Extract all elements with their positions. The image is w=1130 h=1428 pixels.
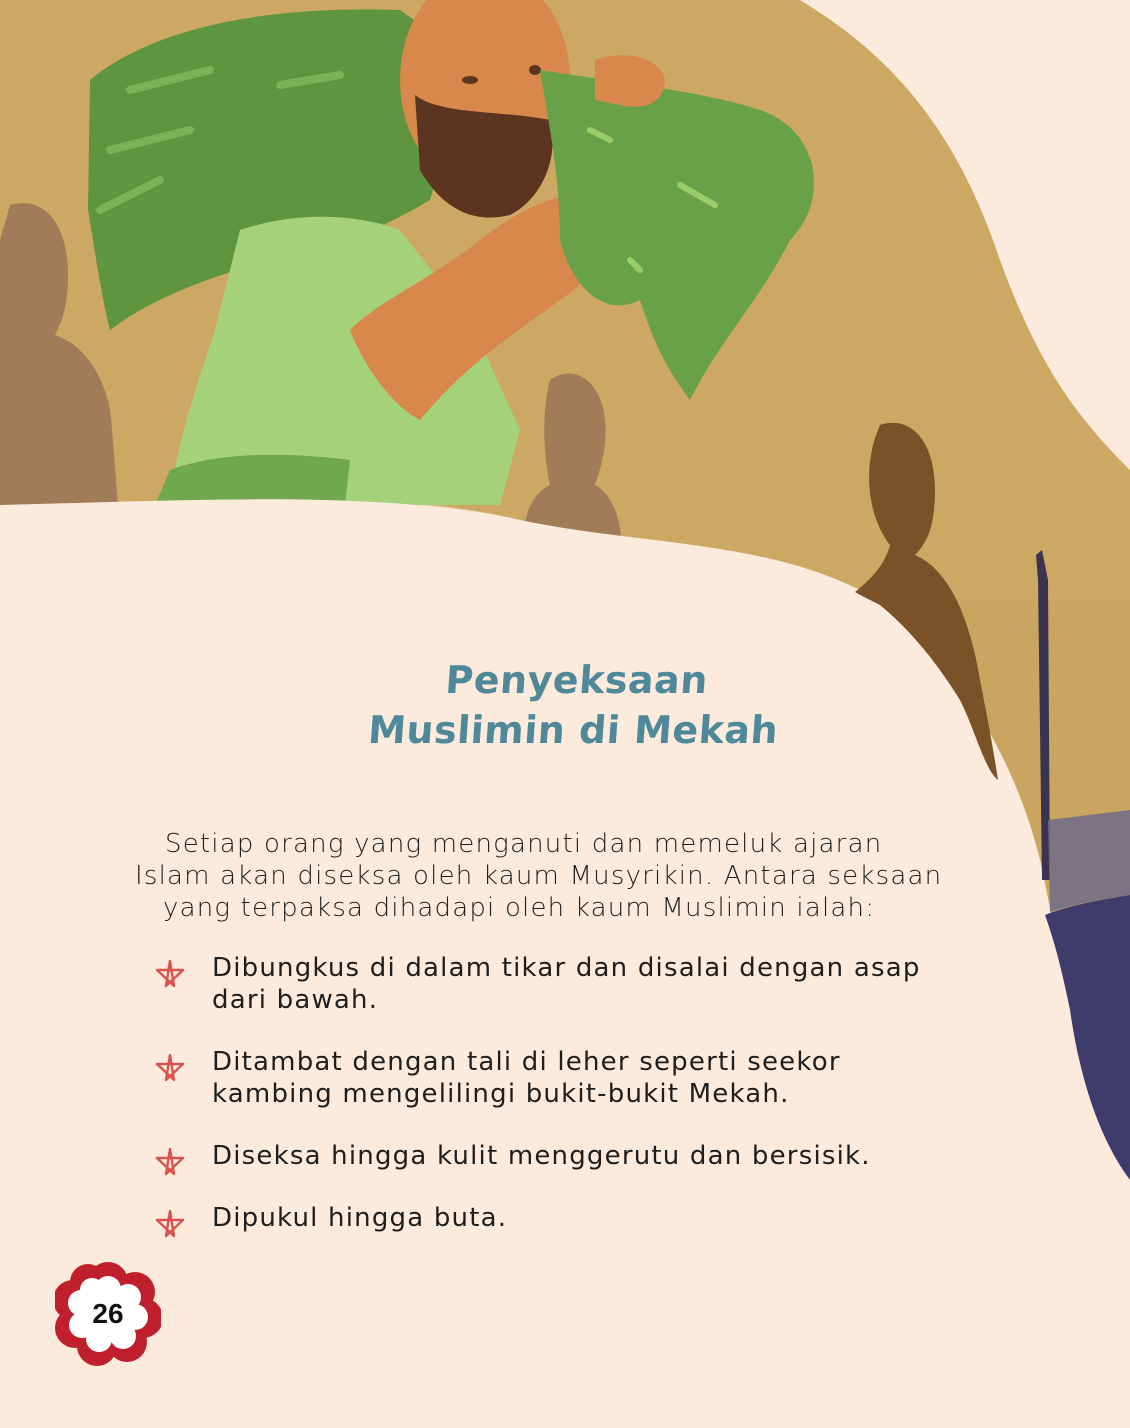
list-item-line: Dipukul hingga buta. (212, 1203, 508, 1233)
intro-line-3: yang terpaksa dihadapi oleh kaum Muslimin ialah: (163, 893, 876, 923)
list-item (150, 1202, 970, 1234)
page-number: 26 (92, 1298, 124, 1329)
star-outline-icon (152, 1208, 188, 1244)
list-item (150, 952, 970, 1016)
list-item (150, 1140, 970, 1172)
intro-paragraph (135, 828, 995, 924)
list-item-line: Diseksa hingga kulit menggerutu dan bersisik. (212, 1141, 871, 1171)
star-outline-icon (152, 1146, 188, 1182)
page-number-badge (55, 1262, 161, 1366)
torture-list (150, 952, 970, 1234)
list-item-line: dari bawah. (212, 985, 379, 1015)
list-item-line: kambing mengelilingi bukit-bukit Mekah. (212, 1079, 790, 1109)
star-outline-icon (152, 958, 188, 994)
page-title-line-1: Penyeksaan (443, 658, 710, 702)
star-outline-icon (152, 1052, 188, 1088)
list-item (150, 1046, 970, 1110)
intro-line-2: Islam akan diseksa oleh kaum Musyrikin. Antara seksaan (135, 861, 943, 891)
page-title-line-2: Muslimin di Mekah (366, 708, 780, 752)
list-item-line: Ditambat dengan tali di leher seperti seekor (212, 1047, 841, 1077)
list-item-line: Dibungkus di dalam tikar dan disalai dengan asap (212, 953, 921, 983)
page-title (337, 655, 814, 755)
intro-line-1: Setiap orang yang menganuti dan memeluk ajaran (165, 829, 883, 859)
